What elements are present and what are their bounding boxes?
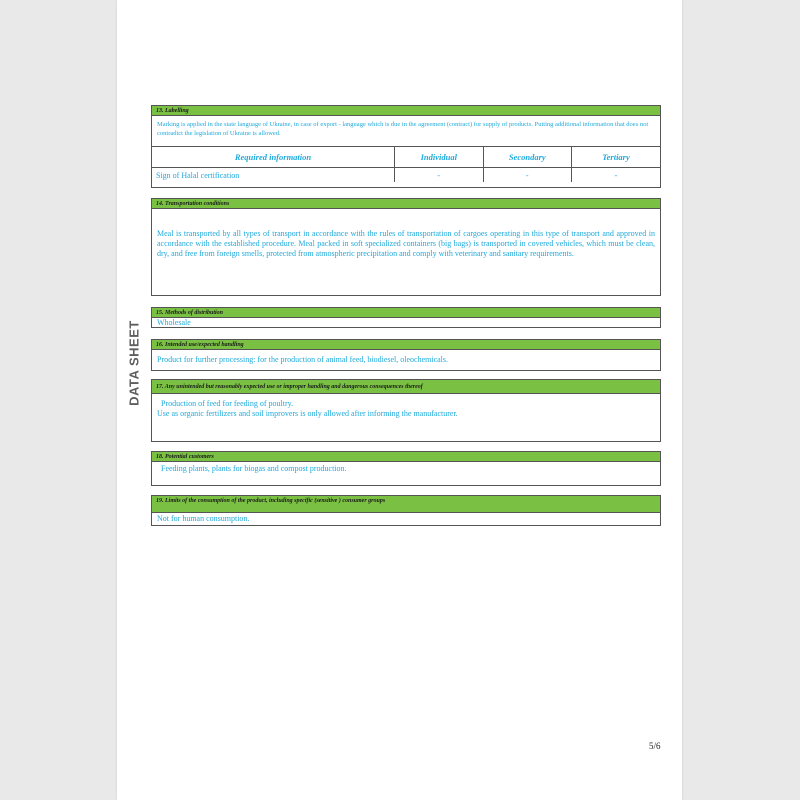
column-header: Secondary xyxy=(483,147,572,168)
column-header: Tertiary xyxy=(572,147,661,168)
section-text: Marking is applied in the state language of Ukraine, in case of export - language which is due in the agreement (contract) for supply of products. Putting additional information that does not contradict the legislation of Ukraine is allowed. xyxy=(157,121,649,137)
section-text-line: Production of feed for feeding of poultry. xyxy=(161,399,294,408)
section-header: 13. Labelling xyxy=(152,106,660,116)
section-header: 18. Potential customers xyxy=(152,452,660,462)
section-unintended-use xyxy=(151,379,661,442)
section-text xyxy=(152,394,660,421)
section-header: 16. Intended use/expected handling xyxy=(152,340,660,350)
section-text: Product for further processing: for the production of animal feed, biodiesel, oleochemicals. xyxy=(157,355,449,364)
column-header: Required information xyxy=(152,147,395,168)
section-intended-use xyxy=(151,339,661,371)
table-cell: - xyxy=(395,168,484,183)
section-text: Feeding plants, plants for biogas and compost production. xyxy=(161,464,347,473)
section-header: 15. Methods of distribution xyxy=(152,308,660,318)
section-labelling xyxy=(151,105,661,188)
table-cell: Sign of Halal certification xyxy=(152,168,395,183)
section-header: 17. Any unintended but reasonably expected use or improper handling and dangerous consequences thereof xyxy=(152,380,660,394)
section-header: 14. Transportation conditions xyxy=(152,199,660,209)
required-info-table xyxy=(152,146,660,182)
section-potential-customers xyxy=(151,451,661,486)
section-consumption-limits xyxy=(151,495,661,526)
section-text-line: Use as organic fertilizers and soil improvers is only allowed after informing the manufacturer. xyxy=(157,409,458,418)
section-text: Not for human consumption. xyxy=(157,514,250,523)
page-number: 5/6 xyxy=(649,741,661,751)
table-cell: - xyxy=(572,168,661,183)
section-text: Wholesale xyxy=(157,318,191,327)
column-header: Individual xyxy=(395,147,484,168)
section-header: 19. Limits of the consumption of the product, including specific (sensitive ) consumer groups xyxy=(152,496,660,513)
section-text: Meal is transported by all types of transport in accordance with the rules of transportation of cargoes operating in this type of transport and approved in accordance with the established procedure. Meal packed in soft specialized containers (big bags) is transported in covered vehicles, which must be clean, dry, and free from foreign smells, protected from atmospheric precipitation and comply with veterinary and sanitary requirements. xyxy=(157,229,655,258)
table-header-row xyxy=(152,147,660,168)
table-row xyxy=(152,168,660,183)
table-cell: - xyxy=(483,168,572,183)
section-transportation xyxy=(151,198,661,296)
side-label: DATA SHEET xyxy=(126,320,142,406)
section-distribution xyxy=(151,307,661,328)
